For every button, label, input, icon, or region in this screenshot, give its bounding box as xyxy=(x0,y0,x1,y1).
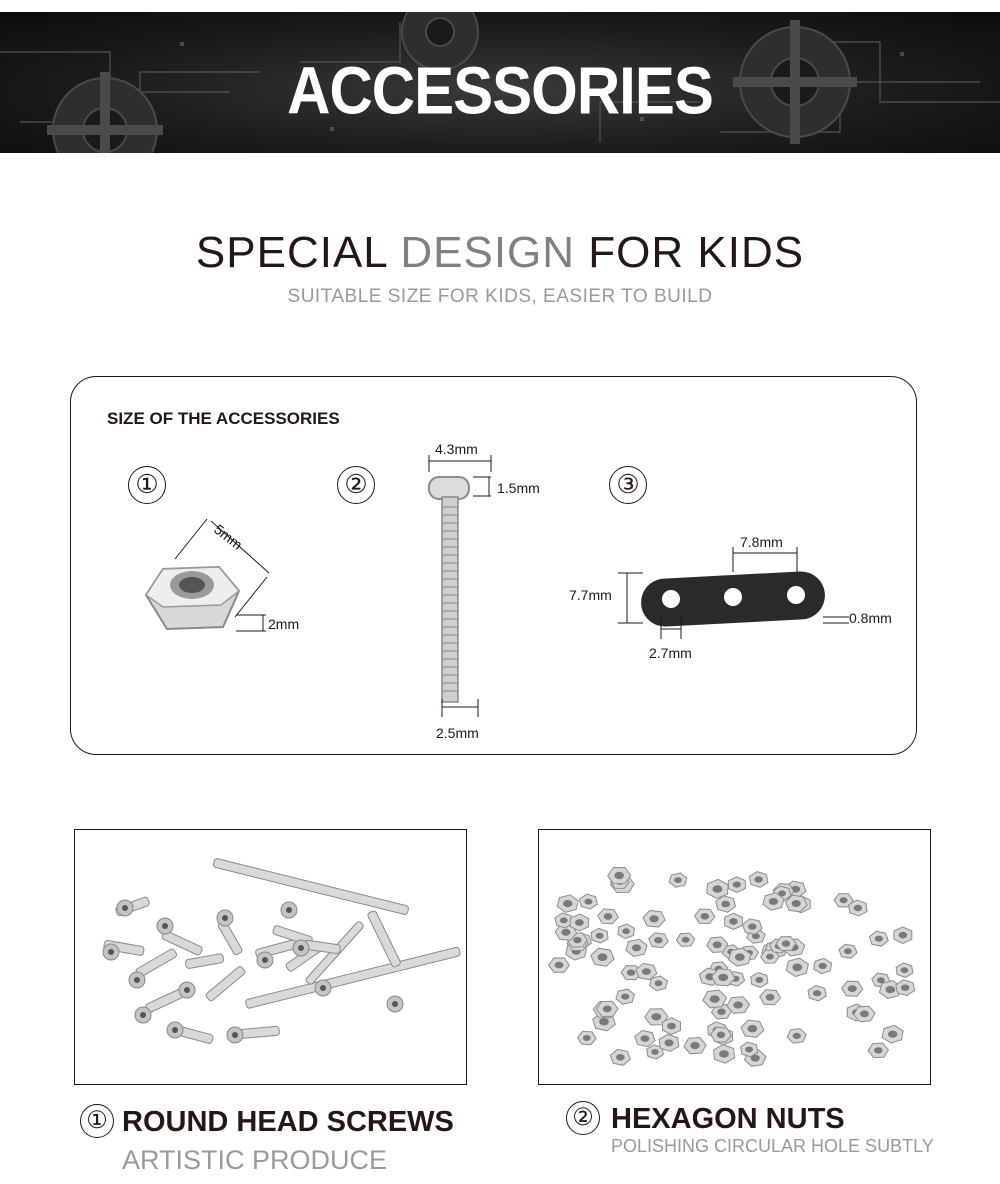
plate-hole-spacing-label: 7.8mm xyxy=(740,534,783,550)
round-head-screws-photo xyxy=(74,829,467,1085)
product-1-number: ① xyxy=(80,1104,114,1138)
plate-width-label: 7.7mm xyxy=(569,587,612,603)
size-item-1-number: ① xyxy=(128,466,166,504)
product-2-title: HEXAGON NUTS xyxy=(611,1103,845,1135)
size-item-3-number: ③ xyxy=(609,466,647,504)
screw-shaft-width-label: 2.5mm xyxy=(436,725,479,741)
header-banner xyxy=(0,12,1000,153)
screw-head-height-label: 1.5mm xyxy=(497,480,540,496)
heading-part-3: FOR KIDS xyxy=(575,228,805,277)
plate-hole-diameter-label: 2.7mm xyxy=(649,645,692,661)
nut-height-label: 2mm xyxy=(268,616,300,632)
page-subheading: SUITABLE SIZE FOR KIDS, EASIER TO BUILD xyxy=(287,286,713,307)
nuts-pile-image xyxy=(539,830,930,1084)
page-heading xyxy=(0,228,1000,278)
product-2-number: ② xyxy=(566,1101,600,1135)
screw-head-width-label: 4.3mm xyxy=(435,441,478,457)
connector-plate-illustration xyxy=(640,570,826,628)
product-1-subtitle: ARTISTIC PRODUCE xyxy=(122,1145,388,1175)
size-diagram xyxy=(71,377,918,756)
hexagon-nuts-photo xyxy=(538,829,931,1085)
screws-pile-image xyxy=(75,830,466,1084)
plate-thickness-label: 0.8mm xyxy=(849,610,892,626)
product-2-subtitle: POLISHING CIRCULAR HOLE SUBTLY xyxy=(611,1136,934,1156)
heading-accent: DESIGN xyxy=(400,228,576,277)
size-panel-title: SIZE OF THE ACCESSORIES xyxy=(107,409,340,428)
nut-width-label: 5mm xyxy=(211,521,246,553)
product-1-title: ROUND HEAD SCREWS xyxy=(122,1106,454,1138)
banner-title: ACCESSORIES xyxy=(287,53,713,129)
size-item-2-number: ② xyxy=(337,466,375,504)
screw-illustration xyxy=(429,477,469,702)
hex-nut-illustration xyxy=(146,567,239,629)
heading-part-1: SPECIAL xyxy=(195,228,401,277)
size-panel xyxy=(70,376,917,755)
